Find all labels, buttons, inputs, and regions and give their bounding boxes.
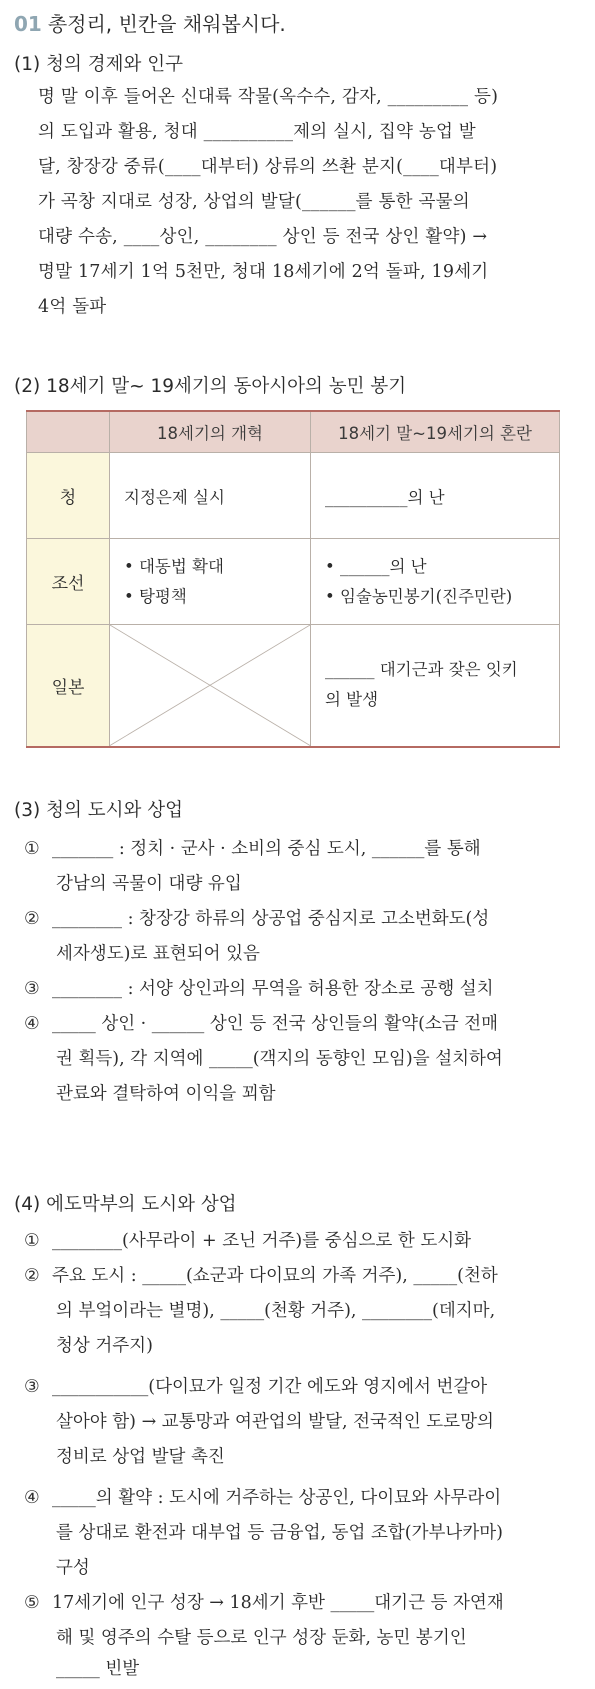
item-text: ________ : 서양 상인과의 무역을 허용한 장소로 공행 설치 bbox=[52, 979, 494, 999]
item-marker: ⑤ bbox=[24, 1593, 40, 1613]
list-item-continuation: 해 및 영주의 수탈 등으로 인구 성장 둔화, 농민 봉기인 bbox=[56, 1628, 467, 1648]
list-item bbox=[24, 1481, 579, 1516]
section-1-line: 달, 창장강 중류(____대부터) 상류의 쓰촨 분지(____대부터) bbox=[38, 157, 498, 177]
item-text: ________ : 창장강 하류의 상공업 중심지로 고소번화도(성 bbox=[52, 909, 490, 929]
table-corner-header bbox=[27, 411, 110, 453]
item-marker: ③ bbox=[24, 1377, 40, 1397]
list-item-continuation: 관료와 결탁하여 이익을 꾀함 bbox=[56, 1084, 276, 1104]
table-row-joseon bbox=[27, 539, 560, 625]
section-1-line: 명말 17세기 1억 5천만, 청대 18세기에 2억 돌파, 19세기 bbox=[38, 262, 489, 282]
heading-title: 총정리, 빈칸을 채워봅시다. bbox=[47, 12, 286, 36]
section-1-line: 4억 돌파 bbox=[38, 297, 107, 317]
list-item bbox=[24, 1370, 579, 1405]
item-marker: ③ bbox=[24, 979, 40, 999]
qing-chaos-text: __________의 난 bbox=[325, 487, 445, 507]
list-item-continuation: 청상 거주지) bbox=[56, 1336, 153, 1356]
item-text: ________(사무라이 + 조닌 거주)를 중심으로 한 도시화 bbox=[52, 1231, 472, 1251]
list-item-continuation: 강남의 곡물이 대량 유입 bbox=[56, 874, 242, 894]
cross-out-mark bbox=[110, 625, 310, 746]
column-header-chaos: 18세기 말~19세기의 혼란 bbox=[311, 411, 560, 453]
list-item-continuation: 구성 bbox=[56, 1558, 90, 1578]
section-1-line: 가 곡창 지대로 성장, 상업의 발달(______를 통한 곡물의 bbox=[38, 192, 470, 212]
table-row-japan bbox=[27, 625, 560, 747]
list-item-continuation: 세자생도)로 표현되어 있음 bbox=[56, 944, 260, 964]
list-item-continuation: 정비로 상업 발달 촉진 bbox=[56, 1447, 225, 1467]
list-item bbox=[24, 832, 579, 867]
list-item-continuation: _____ 빈발 bbox=[56, 1659, 140, 1679]
qing-reform-cell bbox=[110, 453, 311, 539]
item-text: 주요 도시 : _____(쇼군과 다이묘의 가족 거주), _____(천하 bbox=[52, 1266, 498, 1286]
section-1-line: 대량 수송, ____상인, ________ 상인 등 전국 상인 활약) → bbox=[38, 227, 488, 247]
item-marker: ② bbox=[24, 1266, 40, 1286]
item-marker: ④ bbox=[24, 1488, 40, 1508]
list-item-continuation: 를 상대로 환전과 대부업 등 금융업, 동업 조합(가부나카마) bbox=[56, 1523, 503, 1543]
japan-reform-empty-cell bbox=[110, 625, 311, 747]
list-item bbox=[24, 1007, 579, 1042]
list-item bbox=[24, 972, 579, 1007]
joseon-chaos-item: • ______의 난 bbox=[325, 556, 427, 576]
table-row-qing bbox=[27, 453, 560, 539]
list-item bbox=[24, 1224, 579, 1259]
joseon-chaos-cell bbox=[311, 539, 560, 625]
japan-chaos-cell bbox=[311, 625, 560, 747]
qing-chaos-cell bbox=[311, 453, 560, 539]
item-text: _____ 상인 · ______ 상인 등 전국 상인들의 활약(소금 전매 bbox=[52, 1014, 499, 1034]
section-1-line: 의 도입과 활용, 청대 __________제의 실시, 집약 농업 발 bbox=[38, 122, 476, 142]
uprising-table bbox=[26, 410, 560, 748]
item-marker: ① bbox=[24, 839, 40, 859]
list-item-continuation: 살아야 함) → 교통망과 여관업의 발달, 전국적인 도로망의 bbox=[56, 1412, 494, 1432]
section-2-title: (2) 18세기 말~ 19세기의 동아시아의 농민 봉기 bbox=[14, 376, 407, 397]
joseon-chaos-item: • 임술농민봉기(진주민란) bbox=[325, 586, 513, 606]
row-header-japan: 일본 bbox=[27, 625, 110, 747]
qing-reform-text: 지정은제 실시 bbox=[124, 487, 225, 507]
japan-chaos-line: 의 발생 bbox=[325, 690, 379, 710]
section-1-line: 명 말 이후 들어온 신대륙 작물(옥수수, 감자, _________ 등) bbox=[38, 87, 499, 107]
item-text: _______ : 정치 · 군사 · 소비의 중심 도시, ______를 통해 bbox=[52, 839, 481, 859]
item-text: 17세기에 인구 성장 → 18세기 후반 _____대기근 등 자연재 bbox=[52, 1593, 504, 1613]
row-header-qing: 청 bbox=[27, 453, 110, 539]
section-4-title: (4) 에도막부의 도시와 상업 bbox=[14, 1194, 237, 1215]
item-text: _____의 활약 : 도시에 거주하는 상공인, 다이묘와 사무라이 bbox=[52, 1488, 502, 1508]
list-item bbox=[24, 902, 579, 937]
joseon-reform-item: • 대동법 확대 bbox=[124, 556, 224, 576]
page-heading bbox=[14, 8, 286, 37]
list-item bbox=[24, 1586, 579, 1621]
item-marker: ① bbox=[24, 1231, 40, 1251]
section-3-title: (3) 청의 도시와 상업 bbox=[14, 800, 183, 821]
section-1-title: (1) 청의 경제와 인구 bbox=[14, 54, 183, 75]
item-marker: ② bbox=[24, 909, 40, 929]
item-marker: ④ bbox=[24, 1014, 40, 1034]
list-item-continuation: 의 부엌이라는 별명), _____(천황 거주), ________(데지마, bbox=[56, 1301, 496, 1321]
row-header-joseon: 조선 bbox=[27, 539, 110, 625]
japan-chaos-line: ______ 대기근과 잦은 잇키 bbox=[325, 660, 518, 680]
heading-number: 01 bbox=[14, 12, 42, 36]
list-item-continuation: 권 획득), 각 지역에 _____(객지의 동향인 모임)을 설치하여 bbox=[56, 1049, 503, 1069]
joseon-reform-item: • 탕평책 bbox=[124, 586, 187, 606]
item-text: ___________(다이묘가 일정 기간 에도와 영지에서 번갈아 bbox=[52, 1377, 488, 1397]
column-header-reform: 18세기의 개혁 bbox=[110, 411, 311, 453]
joseon-reform-cell bbox=[110, 539, 311, 625]
list-item bbox=[24, 1259, 579, 1294]
